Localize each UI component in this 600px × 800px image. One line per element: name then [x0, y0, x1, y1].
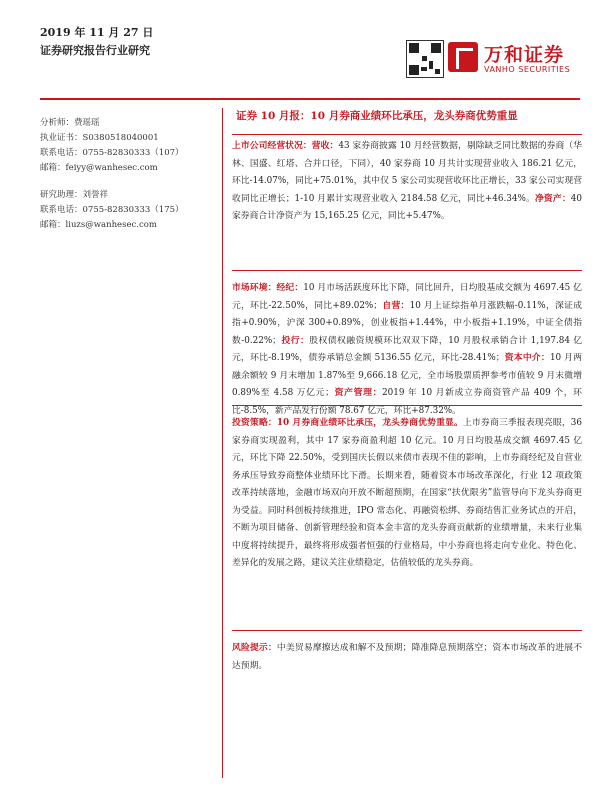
section-strategy — [232, 415, 582, 573]
asset-mgmt-text: 2019 年 10 月新成立券商资管产品 409 个，环比-8.5%，新产品发行份额 78.67 亿元，环比+87.32%。 — [232, 388, 582, 416]
ib-lead: 投行： — [280, 335, 310, 346]
email-row — [40, 161, 210, 176]
strategy-headline: 10 月券商业绩环比承压，龙头券商优势重显。 — [276, 418, 464, 428]
report-title: 证券 10 月报：10 月券商业绩环比承压，龙头券商优势重显 — [236, 110, 518, 122]
ib-text: 股权债权融资规模环比双双下降，10 月股权承销合计 1,197.84 亿元，环比-8.19%，债券承销总金额 5136.55 亿元，环比-28.41%； — [232, 335, 582, 363]
phone-label: 联系电话： — [40, 148, 83, 158]
report-type: 证券研究报告行业研究 — [40, 44, 150, 57]
operations-lead: 上市公司经营状况：营收： — [232, 141, 339, 151]
section-risk — [232, 640, 582, 675]
section-operations — [232, 138, 582, 226]
assistant-name: 刘誉祥 — [82, 190, 109, 200]
risk-text: 中美贸易摩擦达成和解不及预期；降准降息预期落空；资本市场改革的进展不达预期。 — [232, 643, 582, 671]
title-divider — [232, 134, 582, 135]
strategy-lead: 投资策略： — [232, 418, 277, 428]
cert-value: S0380518040001 — [82, 133, 159, 143]
net-assets-lead: 净资产： — [534, 193, 571, 204]
proprietary-lead: 自营： — [382, 300, 410, 311]
phone2-value: 0755-82830333（175） — [82, 205, 184, 215]
main-content — [232, 108, 582, 671]
market-lead: 市场环境： — [232, 283, 277, 293]
analyst-row — [40, 116, 210, 131]
section-market — [232, 280, 582, 420]
email2-label: 邮箱： — [40, 220, 66, 230]
risk-paragraph — [232, 640, 582, 675]
capital-intermediary-text: 10 月两融余额较 9 月末增加 1.87%至 9,666.18 亿元，全市场股票质押参考市值较 9 月末微增 0.89%至 4.58 万亿元； — [232, 353, 582, 398]
header-divider — [40, 98, 580, 100]
section-divider-1 — [232, 270, 582, 271]
market-paragraph — [232, 280, 582, 420]
strategy-text: 上市券商三季报表现亮眼，36 家券商实现盈利，其中 17 家券商盈利超 10 亿元。10 月日均股基成交额 4697.45 亿元，环比下降 22.50%，受到国庆长假以来债市表现不佳的影响，上市券商经纪及自营业务承压导致券商整体业绩环比下滑。长期来看，随着资本市场改革深化，行业 12 项政策改革持续落地，金融市场双向开放不断超预期，在国家“扶优限劣”监管导向下龙头券商更为受益。同时科创板持续推进，IPO 常态化、再融资松绑、券商结售汇业务试点的开启，不断为项目储备、创新管理经验和资本金丰富的龙头券商贡献新的业绩增量，未来行业集中度将持续提升，最终将形成强者恒强的行业格局，中小券商也将走向专业化、特色化、差异化的发展之路，建议关注业绩稳定，估值较低的龙头券商。 — [232, 418, 582, 568]
analyst-name: 费瑶瑶 — [74, 118, 100, 128]
email2-value: liuzs@wanhesec.com — [65, 220, 157, 230]
email2-row — [40, 218, 210, 233]
strategy-paragraph — [232, 415, 582, 573]
phone-value: 0755-82830333（107） — [82, 148, 184, 158]
phone2-label: 联系电话： — [40, 205, 83, 215]
email-label: 邮箱： — [40, 163, 66, 173]
asset-mgmt-lead: 资产管理： — [333, 388, 383, 398]
report-date: 2019 年 11 月 27 日 — [40, 26, 154, 39]
brokerage-lead: 经纪： — [276, 283, 304, 293]
analyst-sidebar — [40, 116, 210, 233]
phone-row — [40, 146, 210, 161]
section-divider-2 — [232, 405, 582, 406]
net-assets-text: 40 家券商合计净资产为 15,165.25 亿元，同比+5.47%。 — [232, 193, 582, 221]
cert-row — [40, 131, 210, 146]
email-value: feiyy@wanhesec.com — [65, 163, 158, 173]
logo-mark-icon — [448, 42, 478, 72]
logo-name: 万和证券 — [484, 44, 565, 66]
capital-intermediary-lead: 资本中介： — [504, 353, 550, 363]
logo-english: VANHO SECURITIES — [484, 65, 571, 74]
qr-code-icon — [406, 40, 444, 78]
phone2-row — [40, 203, 210, 218]
operations-paragraph — [232, 138, 582, 226]
risk-lead: 风险提示： — [232, 643, 277, 653]
assistant-label: 研究助理： — [40, 190, 83, 200]
company-logo — [448, 40, 578, 78]
column-divider — [222, 108, 223, 778]
operations-text: 43 家券商披露 10 月经营数据，剔除缺乏同比数据的券商（华林、国盛、红塔、合并口径，下同），40 家券商 10 月共计实现营业收入 186.21 亿元，环比-14.07%，同比+75.01%，其中仅 5 家公司实现营收环比正增长，33 家公司实现营收同比正增长；1-10 月累计实现营业收入 2184.58 亿元，同比+46.34%。 — [232, 141, 582, 204]
proprietary-text: 10 月上证综指单月涨跌幅-0.11%，深证成指+0.90%，沪深 300+0.89%，创业板指+1.44%，中小板指+1.19%，中证全债指数-0.22%； — [232, 300, 582, 346]
brokerage-text: 10 月市场活跃度环比下降，同比回升，日均股基成交额为 4697.45 亿元，环比-22.50%，同比+89.02%； — [232, 283, 582, 311]
analyst-label: 分析师： — [40, 118, 75, 128]
section-divider-3 — [232, 630, 582, 631]
assistant-row — [40, 188, 210, 203]
cert-label: 执业证书： — [40, 133, 83, 143]
